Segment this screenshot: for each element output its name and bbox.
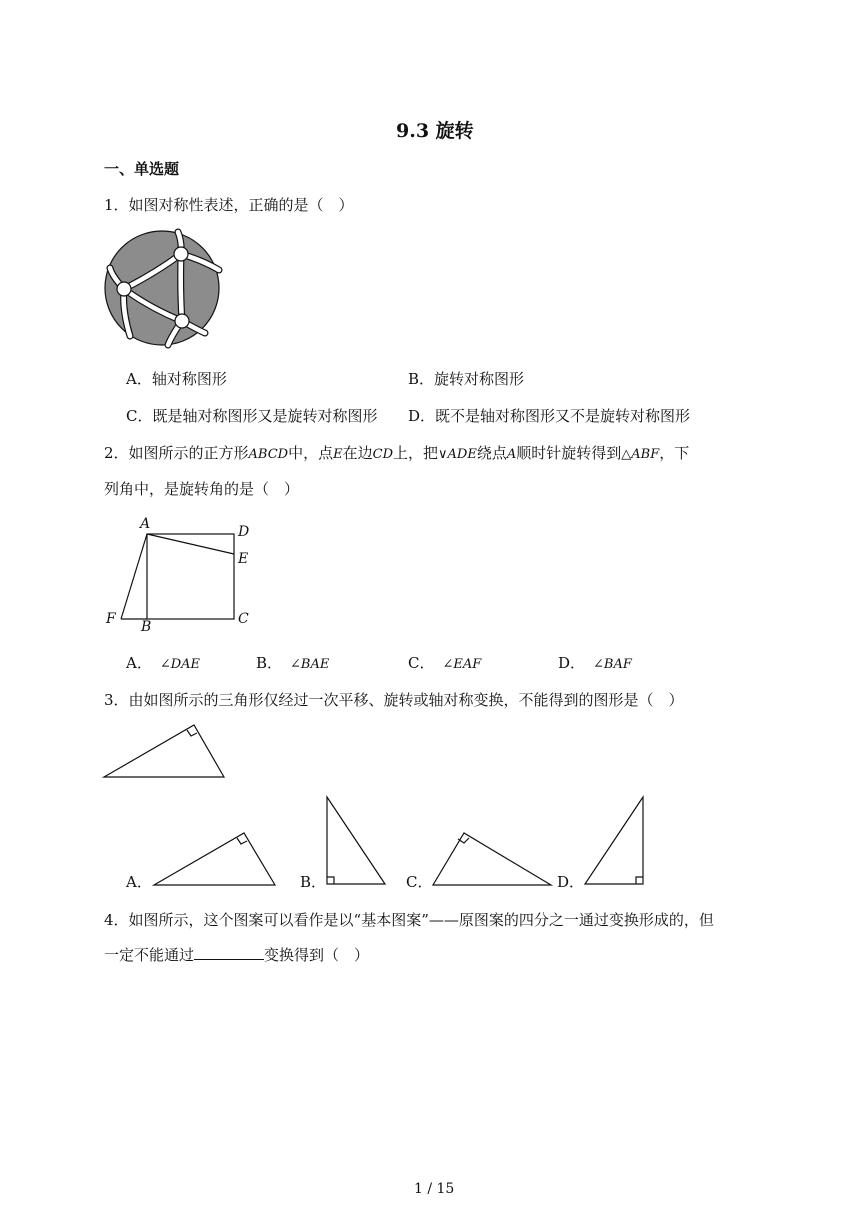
q4-answer-blank[interactable]: [194, 945, 264, 960]
q2-label-a: A: [140, 516, 151, 532]
q1-option-b[interactable]: B．旋转对称图形: [408, 370, 525, 388]
q1-stem: 1．如图对称性表述，正确的是（ ）: [104, 196, 354, 214]
q2-option-c[interactable]: C． ∠EAF: [408, 654, 482, 672]
page-title: 9.3 旋转: [396, 120, 474, 142]
q3-option-c-figure[interactable]: [431, 830, 555, 888]
q3-option-d-figure[interactable]: [583, 795, 647, 887]
q2-stem-line1: 2．如图所示的正方形ABCD中，点E在边CD上，把∨ADE绕点A顺时针旋转得到△ABF，下: [104, 444, 690, 462]
page-number: 1 / 15: [414, 1181, 455, 1197]
q3-option-a-figure[interactable]: [152, 830, 278, 888]
q2-stem-line2: 列角中，是旋转角的是（ ）: [104, 480, 300, 498]
q2-label-c: C: [238, 611, 249, 627]
q2-label-b: B: [141, 619, 152, 635]
q2-option-b[interactable]: B． ∠BAE: [256, 654, 330, 672]
q3-option-c-label[interactable]: C．: [406, 873, 433, 891]
q1-figure: [102, 230, 224, 348]
q2-label-f: F: [106, 611, 116, 627]
q2-label-d: D: [238, 524, 250, 540]
q2-label-e: E: [238, 551, 249, 567]
q1-option-d[interactable]: D．既不是轴对称图形又不是旋转对称图形: [408, 407, 691, 425]
q4-stem-line1: 4．如图所示，这个图案可以看作是以“基本图案”——原图案的四分之一通过变换形成的，但: [104, 911, 714, 929]
q2-figure: [100, 514, 260, 636]
q2-option-a[interactable]: A． ∠DAE: [126, 654, 201, 672]
q2-option-d[interactable]: D． ∠BAF: [558, 654, 632, 672]
q1-option-c[interactable]: C．既是轴对称图形又是旋转对称图形: [126, 407, 378, 425]
section-heading: 一、单选题: [104, 160, 180, 178]
q3-option-d-label[interactable]: D．: [557, 873, 585, 891]
q3-option-b-figure[interactable]: [324, 795, 388, 887]
q3-original-triangle: [102, 722, 226, 780]
q3-option-a-label[interactable]: A．: [126, 873, 152, 891]
q3-stem: 3．由如图所示的三角形仅经过一次平移、旋转或轴对称变换，不能得到的图形是（ ）: [104, 691, 684, 709]
q1-option-a[interactable]: A．轴对称图形: [126, 370, 227, 388]
q4-stem-line2: 一定不能通过 变换得到（ ）: [104, 946, 370, 964]
q3-option-b-label[interactable]: B．: [300, 873, 327, 891]
